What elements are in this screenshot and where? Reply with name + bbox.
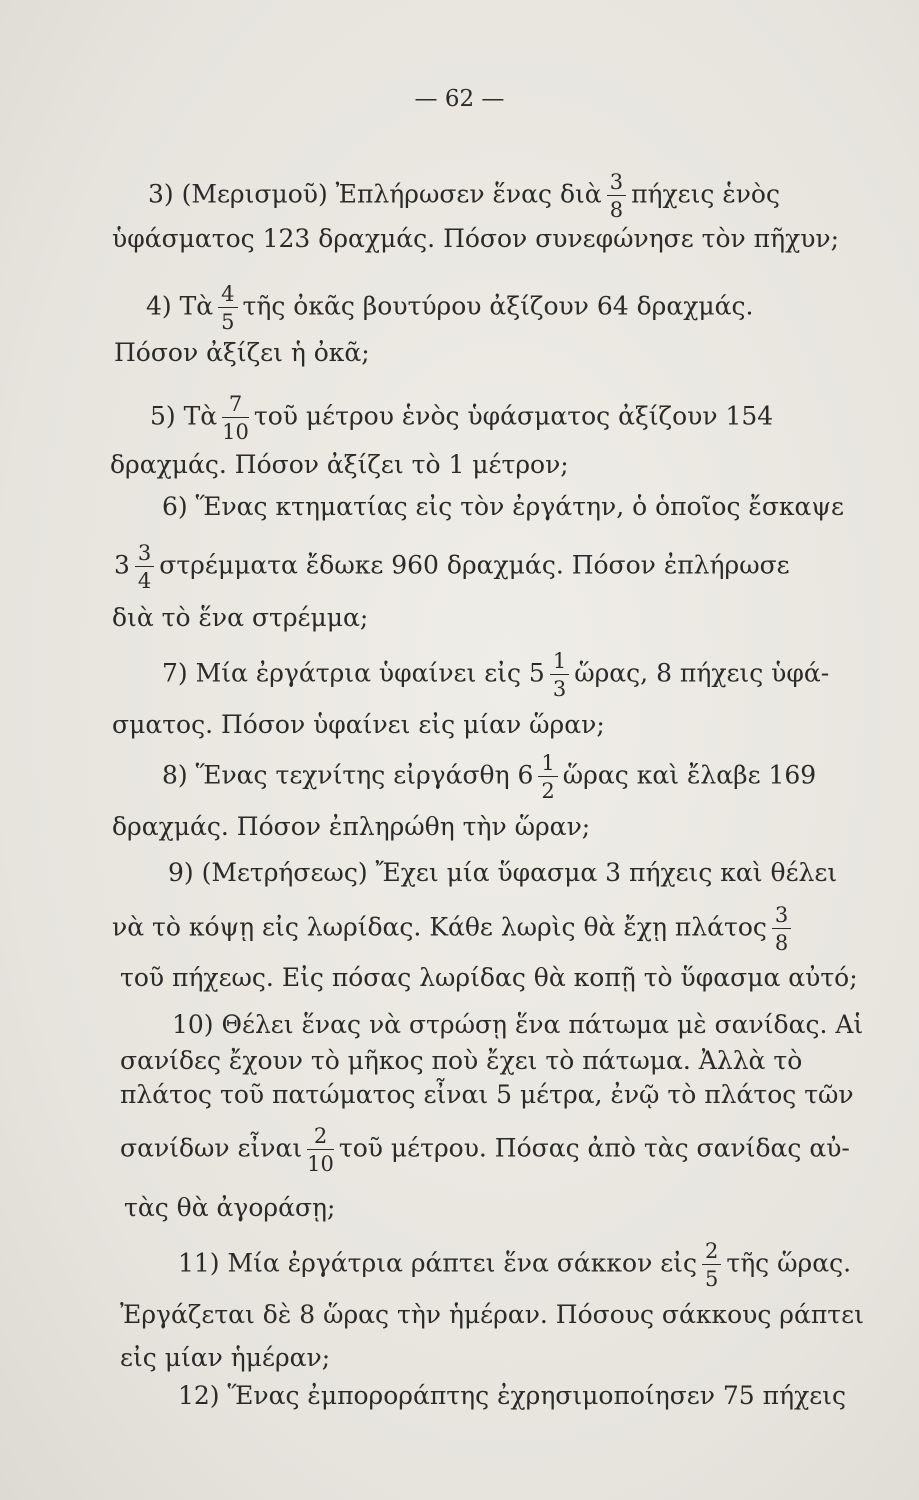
text-line: 6) Ἕνας κτηματίας εἰς τὸν ἐργάτην, ὁ ὁποῖος ἔσκαψε [162, 492, 844, 521]
text-line: 10) Θέλει ἕνας νὰ στρώσῃ ἕνα πάτωμα μὲ σανίδας. Αἱ [172, 1010, 864, 1039]
text-line: δραχμάς. Πόσον ἐπληρώθη τὴν ὥραν; [112, 812, 591, 841]
text-line: Ἐργάζεται δὲ 8 ὥρας τὴν ἡμέραν. Πόσους σάκκους ράπτει [120, 1300, 864, 1329]
fraction: $\frac{7}{10}$ [222, 392, 249, 444]
text-line: 5) Τὰ $\frac{7}{10}$ τοῦ μέτρου ἑνὸς ὑφάσματος ἀξίζουν 154 [150, 392, 774, 444]
text-line: 7) Μία ἐργάτρια ὑφαίνει εἰς 5 $\frac{1}{3}$ ὥρας, 8 πήχεις ὑφά- [162, 649, 830, 701]
fraction: $\frac{4}{5}$ [218, 283, 237, 333]
text-line: εἰς μίαν ἡμέραν; [120, 1343, 331, 1372]
text-line: 12) Ἕνας ἐμποροράπτης ἐχρησιμοποίησεν 75 πήχεις [178, 1381, 846, 1410]
fraction: $\frac{2}{10}$ [307, 1124, 334, 1176]
text-line: σανίδες ἔχουν τὸ μῆκος ποὺ ἔχει τὸ πάτωμα. Ἀλλὰ τὸ [120, 1046, 803, 1075]
text-line: σανίδων εἶναι $\frac{2}{10}$ τοῦ μέτρου. Πόσας ἀπὸ τὰς σανίδας αὐ- [120, 1124, 850, 1176]
text-line: 11) Μία ἐργάτρια ράπτει ἕνα σάκκον εἰς $\frac{2}{5}$ τῆς ὥρας. [178, 1239, 852, 1291]
text-line: 3 $\frac{3}{4}$ στρέμματα ἔδωκε 960 δραχμάς. Πόσον ἐπλήρωσε [114, 541, 790, 593]
fraction: $\frac{1}{3}$ [550, 650, 569, 700]
text-line: 8) Ἕνας τεχνίτης εἰργάσθη 6 $\frac{1}{2}$ ὥρας καὶ ἔλαβε 169 [162, 751, 817, 803]
fraction: $\frac{3}{4}$ [135, 542, 154, 592]
text-line: νὰ τὸ κόψῃ εἰς λωρίδας. Κάθε λωρὶς θὰ ἔχῃ πλάτος $\frac{3}{8}$ [112, 904, 796, 954]
text-line: Πόσον ἀξίζει ἡ ὀκᾶ; [114, 338, 370, 367]
text-line: 9) (Μετρήσεως) Ἔχει μία ὕφασμα 3 πήχεις καὶ θέλει [168, 858, 838, 887]
fraction: $\frac{1}{2}$ [538, 752, 557, 802]
text-line: διὰ τὸ ἕνα στρέμμα; [112, 603, 369, 632]
fraction: $\frac{2}{5}$ [702, 1240, 721, 1290]
text-line: δραχμάς. Πόσον ἀξίζει τὸ 1 μέτρον; [110, 450, 569, 479]
fraction: $\frac{3}{8}$ [607, 171, 626, 221]
text-line: τὰς θὰ ἀγοράσῃ; [124, 1193, 336, 1222]
text-line: ὑφάσματος 123 δραχμάς. Πόσον συνεφώνησε τὸν πῆχυν; [112, 224, 840, 253]
text-line: σματος. Πόσον ὑφαίνει εἰς μίαν ὥραν; [112, 710, 605, 739]
text-line: πλάτος τοῦ πατώματος εἶναι 5 μέτρα, ἐνῷ τὸ πλάτος τῶν [120, 1080, 854, 1109]
text-line: 3) (Μερισμοῦ) Ἐπλήρωσεν ἕνας διὰ $\frac{3}{8}$ πήχεις ἑνὸς [148, 170, 780, 222]
page-number: — 62 — [414, 86, 505, 112]
fraction: $\frac{3}{8}$ [772, 904, 791, 954]
text-line: 4) Τὰ $\frac{4}{5}$ τῆς ὀκᾶς βουτύρου ἀξίζουν 64 δραχμάς. [146, 282, 754, 334]
text-line: τοῦ πήχεως. Εἰς πόσας λωρίδας θὰ κοπῇ τὸ ὕφασμα αὐτό; [120, 963, 858, 992]
